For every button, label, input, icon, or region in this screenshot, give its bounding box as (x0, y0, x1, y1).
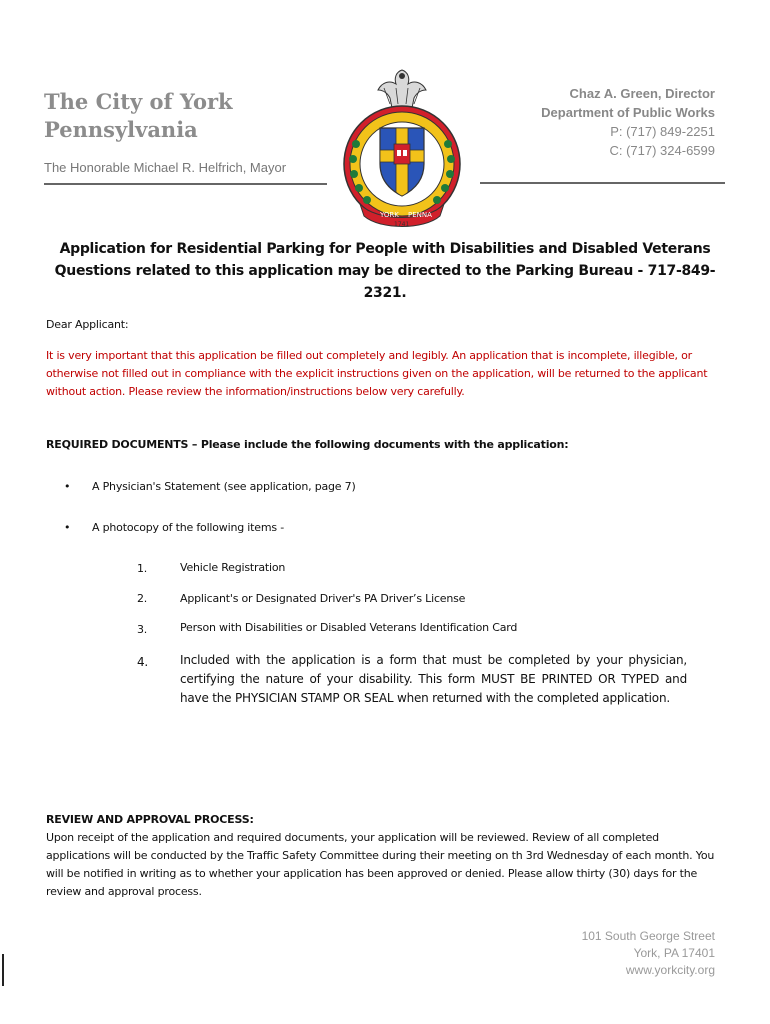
margin-mark (2, 954, 4, 986)
bullet-icon: • (64, 480, 71, 493)
city-title (44, 88, 233, 144)
department-name: Department of Public Works (541, 105, 715, 120)
city-seal-logo (336, 64, 468, 230)
seal-year: 1741 (394, 221, 410, 228)
seal-left-text: YORK (380, 211, 399, 219)
item-text: Included with the application is a form that must be completed by your physician, certifying the nature of your disability. This form MUST BE PRINTED OR TYPED and have the PHYSICIAN STAMP OR SEAL when returned with the completed application. (180, 653, 687, 705)
bullet-icon: • (64, 521, 71, 534)
item-text: Applicant's or Designated Driver's PA Driver’s License (180, 592, 466, 605)
footer-city: York, PA 17401 (633, 946, 715, 960)
city-title-line1: The City of York (44, 89, 233, 114)
bullet-text: A photocopy of the following items - (92, 521, 284, 534)
cell-number: C: (717) 324-6599 (609, 143, 715, 158)
item-number: 2. (137, 592, 148, 605)
title-line1: Application for Residential Parking for People with Disabilities and Disabled Veterans (59, 241, 711, 257)
footer-street: 101 South George Street (581, 929, 715, 943)
review-heading: REVIEW AND APPROVAL PROCESS: (46, 813, 254, 826)
phone-number: P: (717) 849-2251 (610, 124, 715, 139)
header-rule-right (480, 182, 725, 184)
salutation: Dear Applicant: (46, 318, 129, 331)
title-line2: Questions related to this application may be directed to the Parking Bureau - 717-849-2321. (54, 263, 716, 301)
item-number: 4. (137, 655, 149, 669)
review-paragraph: Upon receipt of the application and required documents, your application will be reviewed. Review of all completed applications will be conducted by the Traffic Safety Committee during their meeting on th 3rd Wednesday of each month. You will be notified in writing as to whether your application has been approved or denied. Please allow thirty (30) days for the review and approval process. (46, 831, 715, 898)
item-number: 1. (137, 562, 148, 575)
warning-paragraph: It is very important that this application be filled out completely and legibly. An application that is incomplete, illegible, or otherwise not filled out in compliance with the explicit instructions given on the application, will be returned to the applicant without action. Please review the information/instructions below very carefully. (46, 349, 708, 398)
required-documents-heading: REQUIRED DOCUMENTS – Please include the following documents with the application: (46, 438, 569, 451)
item-text: Vehicle Registration (180, 561, 286, 574)
header-rule-left (44, 183, 327, 185)
item-text: Person with Disabilities or Disabled Veterans Identification Card (180, 621, 518, 634)
footer-website: www.yorkcity.org (625, 963, 715, 977)
footer-address (582, 928, 715, 979)
mayor-line: The Honorable Michael R. Helfrich, Mayor (44, 160, 287, 175)
seal-right-text: PENNA (408, 211, 432, 219)
eagle-icon (378, 70, 426, 108)
document-title (40, 238, 730, 304)
city-title-line2: Pennsylvania (44, 117, 198, 142)
item-number: 3. (137, 623, 148, 636)
director-block (541, 84, 715, 160)
bullet-text: A Physician's Statement (see application, page 7) (92, 480, 356, 493)
director-name: Chaz A. Green, Director (569, 86, 715, 101)
